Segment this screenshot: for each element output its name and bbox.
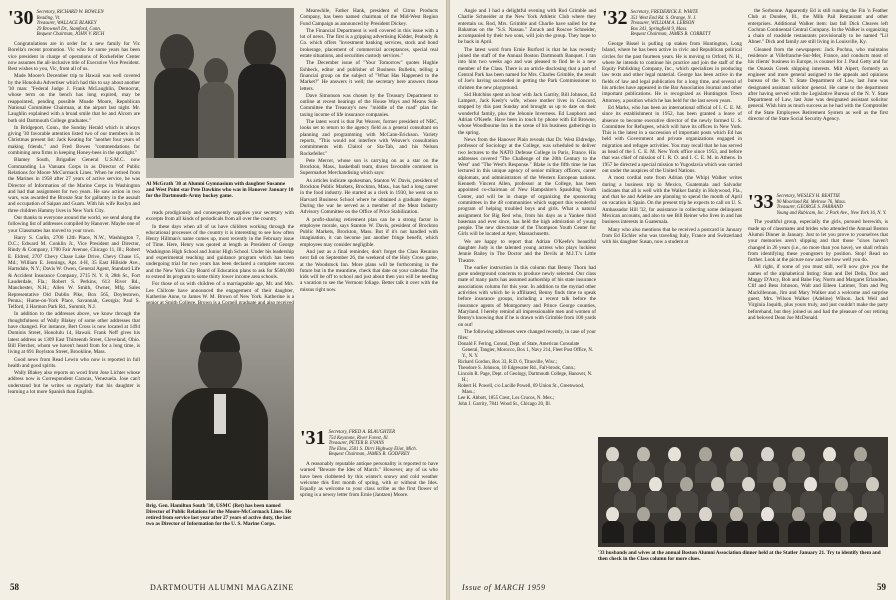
page-number-left: 58 bbox=[10, 582, 19, 592]
paragraph: News from the Hanover Plain reveals that Dr. West Eldredge, professor of Sociology at the College, was scheduled to deliver two lectures to the NATO Defense College in Paris, France. His addresses covered "The Challenge of the 20th Century to the West" and "The West's Response." Blake is the fifth time he has lectured in this unique agency of senior military officers, career diplomats, and administrators of the Western European nations. Kenneth Vincent Allen, professor at the College, has been appointed co-chairman of New Hampshire's Spaulding Youth Center, and will be in charge of organizing the sponsoring committees in the 48 communities which support this wonderful program of helping troubled boys and girls. What a natural assignment for Big Red who, from his days as a Yankee third baseman and ever since, has held the high admiration of young people. The new directorate of the Thompson Youth Center for Girls will be located at Ayer, Massachusetts. bbox=[458, 136, 596, 238]
group-photo-figure bbox=[618, 477, 631, 492]
group-photo-figure bbox=[606, 507, 619, 522]
paragraph: Good news from Read Lewin who now is reported in full health and good spirits. bbox=[8, 356, 140, 369]
class-1932-bequest: Bequest Chairman, JAMES B. CORBETT bbox=[630, 32, 711, 38]
paragraph: The youthful group, especially the girls, pursued herewith, is made up of classmates and brides who attended the Annual Boston Alumni Dinner in January. Just to let you prove to yourselves that your memories aren't slipping and that those "sixes haven't changed in 26 years (i.e., no more than you have), we shall refrain from identifying these youngsters by position. Stop! Read no further. Look at the picture now and see how well you do. bbox=[748, 219, 888, 264]
paragraph: In addition to the addresses above, we know through the thoughtfulness of Wally Blakey of some other addresses that have changed. For instance, Bert Cross is now located at 1494 Dominis Street, Honolulu 14, Hawaii. Frank Neff gives his latest address as 1309 East Thirteenth Street, Cleveland, Ohio. Bill Fletcher, whom we haven't heard from for a long time, is living at 691 Boylston Street, Brookline, Mass. bbox=[8, 311, 140, 356]
group-photo-figure bbox=[668, 507, 681, 522]
photo-group-caption: '33 husbands and wives at the annual Boston Alumni Association dinner held at the Statler January 21. Try to identify them and then check in the Class column for more clues. bbox=[598, 550, 881, 563]
group-photo-figure bbox=[773, 477, 786, 492]
paragraph: The latest word is that Pat Weaver, former president of NBC, looks set to return to the agency field as a general consultant on planning and programming with McCann-Erickson. Variety reports, "This would not interfere with Weaver's consultation commitments with Clairol or Sta-Tab, and his Nelson Rockefeller." bbox=[300, 119, 438, 157]
class-1933-treasurer-address: Young and Rubicam, Inc. 2 Park Ave., New York 16, N. Y. bbox=[776, 210, 887, 216]
page-number-right: 59 bbox=[877, 582, 886, 592]
left-column-1 bbox=[8, 8, 140, 563]
photo-class-1933-group bbox=[598, 437, 888, 547]
group-photo-figure bbox=[637, 447, 650, 462]
address-list bbox=[458, 342, 596, 407]
group-photo-figure-body bbox=[788, 521, 810, 543]
group-photo-figure-body bbox=[695, 521, 717, 543]
left-page bbox=[0, 0, 446, 600]
photo-bottom-caption: Brig. Gen. Hamilton South '30, USMC (Ret) has been named Director of Public Relations for the Moore-McCormack Lines. He retired from service last year after 27 years of active duty, the last two as Director of Information for the U. S. Marine Corps. bbox=[146, 503, 292, 528]
left-column-3 bbox=[300, 8, 438, 426]
paragraph: the Sorbonne. Apparently Ed is still running the Fin 'n Feather Club at Dundee, Ill., the Milk Pail Restaurant and other enterprises. Additional Walker item: last fall Dick Cleaves left Cochran Continental Central Company. In the Walker is organizing a chain of roadside restaurants provisionally to be named "Lil Abner." Dick and family are still living in Louisville, Ky. bbox=[748, 8, 888, 46]
class-1930-secretary: Secretary, RICHARD W. BOWLEN bbox=[36, 10, 104, 15]
paragraph: And just as a final reminder, don't forget the Class Reunion next fall on September 26, the weekend of the Holy Cross game, at the Woodstock Inn. More plans will be forthcoming in the future but in the meantime, check that date on your calendar. The kids will be off to school and just about then you will be needing a vacation to see the Vermont foliage. Better talk it over with the missus right now. bbox=[300, 248, 438, 293]
group-photo-figure bbox=[804, 477, 817, 492]
paragraph: George Bissel is pulling up stakes from Huntington, Long Island, where he has been active in civic and Republican political circles for the past fourteen years. He is moving to Orford, N. H., where he intends to continue his practice and join the staff of the Equity Publishing Company, Inc., which specializes in producing law texts and other legal material. George has been active in the fields of law and legal publication for a long time, and several of his articles have appeared in the Bar Association Journal and other important publications. He is recognized as Huntington Town Attorney, a position which he has held for the last seven years. bbox=[602, 40, 742, 104]
class-1930-bequest: Bequest Chairman, JOHN V. RICH bbox=[36, 32, 105, 38]
paragraph: A reasonably reputable antique personality is reported to have warned "Beware the Ides of March." However, any of us who have been clobbered by this winter's snowy and cold weather welcome this first month of spring, with or without the Ides. Equally as welcome to your class scribe as the first flower of spring is a newsy letter from Ernie (Jantzen) Moore. bbox=[300, 460, 438, 499]
class-year-1931: '31 bbox=[300, 427, 326, 449]
paragraph: All right, if some of you must still, we'll now give you the names of the alphabetical listing: Stan and Del Della, Doc and Maggy D'Arcy, Bob and Babe Fay, Norm and Margaret Erlandsen, Clif and Bess Johnson, Walt and Eileen Latimer, Tom and Peg Mackillennan, Jim and Mary Walker and a welcome and surprise guest, Mrs. Wilson Walker (Adeline) Wilson. Jack Weil and Virginia Jaquith, plus yours truly, and just couldn't make the party beforehand, but they joined us and had the pleasure of our retiring and beloved Dean Joe McDonald. bbox=[748, 264, 888, 321]
left-column-3-class-1931 bbox=[300, 428, 438, 556]
group-photo-figure bbox=[637, 507, 650, 522]
paragraph: The following addresses were changed recently, in case of your files: bbox=[458, 328, 596, 342]
class-1931-treasurer-address: The Elms, 2501 S. Dirri Highway Eliot, Mich. bbox=[328, 446, 417, 452]
list-item: Richard Gordon, Box 33, R.D. 6, Titusville, Wisc.; bbox=[458, 360, 558, 366]
class-1933-secretary-address: 90 Moorland Rd. Melrose 76, Mass. bbox=[776, 199, 846, 205]
right-column-3 bbox=[748, 8, 888, 188]
list-item: Donald F. Fering, Consul, Dept. of State, American Consulate General, Tangier, Morocco, Box 1, Navy 214, Fleet Post Office, N. Y., N. Y. bbox=[458, 342, 594, 360]
paragraph: As articles indicate spokesman, Stanton W. Davis, president of Brockton Public Markets, Brockton, Mass., has had a long career in the food industry. He started as a clerk in 1930, he went on to Harvard Business School where he obtained a graduate degree. During the war he served as a member of the Meat Industry Advisory Committee on the Office of Price Stabilization. bbox=[300, 177, 438, 216]
paragraph: Ed Marks, who has been an international official of I. C. E. M. since its establishment in 1952, has been granted a leave of absence to become executive director of the newly formed U. S. Committee for Refugees, which will have its offices in New York. This is the latest in a succession of important posts which Ed has held with Government and private organizations engaged in migration and refugee activities. You may recall that he has served as head of the I. C. E. M. New York office since 1953, and before that was chief of mission of I. R. O. and I. C. E. M. in Athens. In 1957 he directed a special mission to Yugoslavia which was carried out under the auspices of the United Nations. bbox=[602, 104, 742, 174]
paragraph: Harry S. Carlin, 2700 12th Place, N.W., Washington 7, D.C.; Edward M. Conklin Jr., Vice President and Director, Rindy & Company, 1700 Fair Avenue, Chicago 11, Ill.; Robert E. Eldred, 2707 Chevy Chase Lake Drive, Chevy Chase 15, Md.; William E. Jennings, Apt. 4-H, 35 East Hillside Ave., Hartsdale, N.Y.; Davis W. Owen, General Agent, Standard Life & Accident Insurance Company, 2715 N. Y. 8, 28th St., Fort Lauderdale, Fla.; Robert S. Perkins, 613 River Rd., Manchester, N.H.; Allen W. Smith, Owner, Mfg. Sales Representative Old Dublin Pike, Box 565, Doylestown, Penna.; Hume-on-York Place, Savannah, Georgia; Paul S. Telford, 3 Harmon Park Rd., Summit, N.J. bbox=[8, 234, 140, 311]
class-1930-secretary-city: Reading, Vt. bbox=[36, 15, 61, 21]
group-photo-figure bbox=[761, 507, 774, 522]
paragraph: Made Moore's December trip to Hawaii was well covered by the Honolulu Advertiser which had this to say about another '30 man: "Federal Judge J. Frank McLaughlin, Democrat, whose term on the bench has long expired, may be reappointed, pending possible Moade Moore, Republican National Committee Chairman, at the airport last night. Mr. Laughlin explained with a broad smile that he and Alcorn are both old Dartmouth College graduates." bbox=[8, 73, 140, 124]
class-year-1930: '30 bbox=[8, 7, 34, 29]
class-1930-treasurer: Treasurer, WALLACE BLAKEY bbox=[36, 21, 97, 27]
photo-mcgrath-dawkins bbox=[146, 8, 294, 178]
paragraph: The December issue of "Your Tomorrow" quotes Hughie Eshbeck, editor and publisher of Business Bulletin, telling a financial group on the subject of "What Has Happened to the Market?" He answers it well; the secretary here answers those letters. bbox=[300, 60, 438, 92]
class-1933-heading bbox=[748, 193, 888, 216]
class-1932-treasurer-address: Box 341, Springfield 9, Mass. bbox=[630, 26, 688, 32]
group-photo-figure-body bbox=[757, 521, 779, 543]
right-column-3-class-1933 bbox=[748, 192, 888, 437]
list-item: Lee K. Abbott, 1855 Crest, Los Crucos, N. Mex.; bbox=[458, 395, 555, 401]
class-1931-treasurer: Treasurer, PETER B. EVANS bbox=[328, 441, 384, 447]
group-photo-figure-body bbox=[819, 521, 841, 543]
group-photo-figure bbox=[730, 447, 743, 462]
paragraph: For those of us with children of a marriageable age, Mr. and Mrs. Lee Chilcote have announced the engagement of their daughter, Katherine Anne, to James W. M. Brown of New York. Katherine is a bbox=[146, 281, 294, 300]
class-1932-heading bbox=[602, 9, 742, 38]
paragraph: The Financial Department is well covered in this issue with a lot of news. The first is a gripping advertising Kidder, Peabody & Co. which offers "investment banking services, stock and bond brokerage, placement of commercial acceptances, special real estate situations, and securities custody services." bbox=[300, 27, 438, 60]
group-photo-figure-body bbox=[726, 521, 748, 543]
paragraph: Gleaned from the newspapers: Jack Pochna, who maintains residence at Villefranche-Sur-Mer, France, and conducts most of his clients' business in Europe, is counsel for J. Paul Getty and for the Onassis Greek shipping interests. Milt Alpert, formerly an engineer and more general assigned to the appeals and opinions bureau of the N. Y. State Department of Law, last June was designated assistant solicitor general. He came to the department after having served with the Legislative Bureau of the N. Y. State Department of Law, last June was designated assistant solicitor general. Wish him as much success as he had with the Comptroller of the State Employees Retirement System as well as the first director of the State Social Security Agency. bbox=[748, 46, 888, 123]
right-column-1 bbox=[458, 8, 596, 438]
paragraph: We are happy to report that Adrian O'Keefe's beautiful daughter Judy is the talented young actress who plays luckless Jennie Bailey in The Doctor and the Devils at M.I.T.'s Little Theatre. bbox=[458, 238, 596, 264]
group-photo-figure-body bbox=[850, 521, 872, 543]
group-photo-figure bbox=[742, 477, 755, 492]
left-column-2 bbox=[146, 210, 294, 300]
paragraph: Sid Hutchins spent an hour with Jack Garrity, Bill Johnson, Ed Lampert, Jack Keely's wife, whose mother lives in Concord, stopped by this past Sunday and brought us up to date on their wonderful family, plus the Jehonie Inverness. Ed Lanphorn and Adrian O'Keefe. Have been in touch by phone with Ed Browne, whose Woodbourne Inn is the scene of his business gatherings in the spring. bbox=[458, 91, 596, 136]
class-1931-secretary-address: 754 Keystone, River Forest, Ill. bbox=[328, 435, 389, 441]
photo-top-caption: Al McGrath '30 at Alumni Gymnasium with daughter Susanne and West Point star Pete Dawkins who was in Hanover January 10 for the Dartmouth-Army hockey game. bbox=[146, 181, 294, 200]
paragraph: Angie and I had a delightful evening with Rod Grimble and Charlie Schneider at the New York Athletic Club where they entertain us. Rod, Mrs. Grimble and Charlie have sailed for the Bahamas on the "S.S. Nassau." Zorach and Roscoe Schneider, accompanied by their two sons, will join the group. They hope to be back in April. bbox=[458, 8, 596, 46]
group-photo-figure bbox=[711, 477, 724, 492]
paragraph: Pete Mercer, whose son is carrying on as a star on the Brockton, Mass., basketball team, draws favorable comment in Supermarket Merchandising which says: bbox=[300, 157, 438, 177]
paragraph: Congratulations are in order for a new family for Vic Borella's recent promotion. Vic who for some years has been vice president in charge of operations of Rockefeller Center now assumes the all-inclusive title of Executive Vice President. Best wishes to you, Vic, from all of us. bbox=[8, 40, 140, 73]
group-photo-figure bbox=[680, 477, 693, 492]
class-1933-treasurer: Treasurer, GEORGE S. FARRAND bbox=[776, 205, 843, 211]
class-1931-heading bbox=[300, 429, 438, 458]
paragraph: A profit-sharing retirement plan can be a strong factor in employee morale, says Stanton W. Davis, president of Brockton Public Markets, Brockton, Mass. But if it's not handled with imagination, it can become just another fringe benefit, which employees may consider negligible. bbox=[300, 216, 438, 248]
right-column-2 bbox=[602, 8, 742, 438]
group-photo-figure bbox=[823, 447, 836, 462]
paragraph: Blamey South, Brigadier General U.S.M.C. now Commanding Lo Vanuatu Corps in as Director of Public Relations for Moore McCormack Lines. When he retired from the Marines in 1958 after 27 years of active service, he was Director of Information of the Marine Corps in Washington and had that assignment for two years. He saw action in two wars, was awarded the Bronze Star for gallantry in the assault and occupation of Saipan and Guam. With his wife Roslyn and three children Hammy lives in New York City. bbox=[8, 157, 140, 214]
footer-issue-date: Issue of MARCH 1959 bbox=[462, 583, 546, 592]
paragraph: The latest word from Ernie Burford is that he has recently joined the staff of the Annual Boston Dartmouth Banquet. I ran into him two weeks ago and was pleased to find he is a new member of the Class. There is an article disclosing that a part of Central Park has been named for Mrs. Charles Grimble, the result of Joe's having succeeded in getting the Park Commissioner to christen the new playground. bbox=[458, 46, 596, 91]
class-1931-secretary: Secretary, FRED A. BLAUGHTER bbox=[328, 430, 396, 435]
group-photo-figure bbox=[854, 507, 867, 522]
list-item: John J. Garrity, 7841 Wood St., Chicago 20, Ill. bbox=[458, 401, 551, 407]
group-photo-figure bbox=[835, 477, 848, 492]
paragraph: Wally Blakey also reports on word from Jose Lichter whose address now is Correspondent Caracas, Venezuela. Jose can't understand but he writes so regularly that his daughter is learning a lot more Spanish than English. bbox=[8, 370, 140, 395]
group-photo-figure bbox=[792, 447, 805, 462]
list-item: Robert H. Powell, c/o Lucille Powell, 69 Union St., Greenwood, Mass.; bbox=[458, 383, 585, 395]
paragraph: Meanwhile, Father Hank, president of Citrus Products Company, has been named chairman of the Mid-West Region Fund Campaign as announced by President Dickey. bbox=[300, 8, 438, 27]
class-1931-bequest: Bequest Chairman, JAMES B. GODFREY bbox=[328, 452, 410, 458]
paragraph: Dave Simonson was chosen by the Treasury Department to outline at recent hearings of the House Ways and Means Sub-Committee the Treasury's new "middle of the road" plan for taxing income of life insurance companies. bbox=[300, 92, 438, 118]
class-1932-treasurer: Treasurer, WILLIAM A. LEBSON bbox=[630, 21, 695, 27]
group-photo-figure bbox=[866, 477, 879, 492]
group-photo-figure-body bbox=[633, 521, 655, 543]
group-photo-figure bbox=[699, 447, 712, 462]
group-photo-figure bbox=[606, 447, 619, 462]
paragraph: In Bridgeport, Conn., the Sunday Herald which is always giving '30 favorable attention listed two of our members in its Christmas present list: Jack Keating for "another four years of making friends," and Fred Bowes "commendations for combining area firms in keeping Honey-bees in the spotlight." bbox=[8, 124, 140, 157]
class-1932-secretary-address: 351 West End Rd. S. Orange, N. J. bbox=[630, 15, 697, 21]
class-1930-treasurer-address: 29 Brownell Dr., Stamford, Conn. bbox=[36, 26, 101, 32]
list-item: Lincoln R. Page, Dept. of Geology, Dartmouth College, Hanover, N. H.; bbox=[458, 371, 593, 383]
paragraph: Our thanks to everyone around the world, we send along the following list of addresses compiled by Hanover. Maybe one of your Classmates has moved to your town. bbox=[8, 214, 140, 234]
group-photo-figure bbox=[668, 447, 681, 462]
class-1930-heading bbox=[8, 9, 140, 38]
class-1933-secretary: Secretary, WESLEY H. BEATTIE bbox=[776, 194, 841, 199]
group-photo-figure bbox=[854, 447, 867, 462]
group-photo-figure bbox=[823, 507, 836, 522]
list-item: Theodore S. Johnson, 10 Edgewater Rd., Fall-brook, Conn.; bbox=[458, 366, 576, 372]
footer-magazine-title: DARTMOUTH ALUMNI MAGAZINE bbox=[150, 583, 294, 592]
class-1932-secretary: Secretary, FREDERICK E. WHITE bbox=[630, 10, 699, 15]
paragraph: A most cordial note from Adrian (the Whip) Walker writes during a business trip to Mexico, Guatemala and Salvador indicates that all is well with the Walker family in Holywood, Fla., and that he and Adeline are planning to spend the month of April on vacation in Spain. On the present trip he expects to call on U. S. Ambassador Hill '32, for assistance in collecting some delinquent Mexican accounts, and also to see Bill Reiner who lives in and has business interests in Guatemala. bbox=[602, 175, 742, 226]
paragraph: The earlier instruction in this column that Benny Thorn had gone underground concerns to produce newly selected. Our class mate of many parts has assumed authorship of his state insurance associations column for this year. In addition to the myriad other activities with which he is affiliated, Benny finds time to speak before insurance groups, including a recent talk before the insurance agents of Montgomery and Prince George counties, Maryland. I hereby remind all impressionable men and women of Benny's knowing that if he is drawn with Grimble from 100 yards on out! bbox=[458, 264, 596, 328]
group-photo-figure-body bbox=[664, 521, 686, 543]
group-photo-figure bbox=[792, 507, 805, 522]
group-photo-figure bbox=[649, 477, 662, 492]
paragraph: In these days when all of us have children working through the educational processes of the country it is interesting to see how often Henry Hillman's name comes up, most recently in the February issue of Time. Here, Henry was quoted at length as President of George Washington High School and Junior High School. Under his leadership and experimental teaching and guidance program which has been undergoing trial for two years has been declared a complete success and the New York City Board of Education plans to ask for $500,000 to extend its program to some thirty lower income area schools. bbox=[146, 223, 294, 280]
class-year-1932: '32 bbox=[602, 7, 628, 29]
group-photo-figure bbox=[730, 507, 743, 522]
photo-hamilton-south bbox=[146, 304, 294, 500]
group-photo-figure bbox=[761, 447, 774, 462]
group-photo-figure-body bbox=[602, 521, 624, 543]
class-year-1933: '33 bbox=[748, 191, 774, 213]
paragraph: Many who also mentions that he received a postcard in January from Ed Eichler who was traveling Italy, France and Switzerland with his daughter Susan, now a student at bbox=[602, 226, 742, 246]
paragraph: reads prodigiously and consequently supplies your secretary with excerpts from all kinds of periodicals from all over the country. bbox=[146, 210, 294, 223]
group-photo-figure bbox=[699, 507, 712, 522]
